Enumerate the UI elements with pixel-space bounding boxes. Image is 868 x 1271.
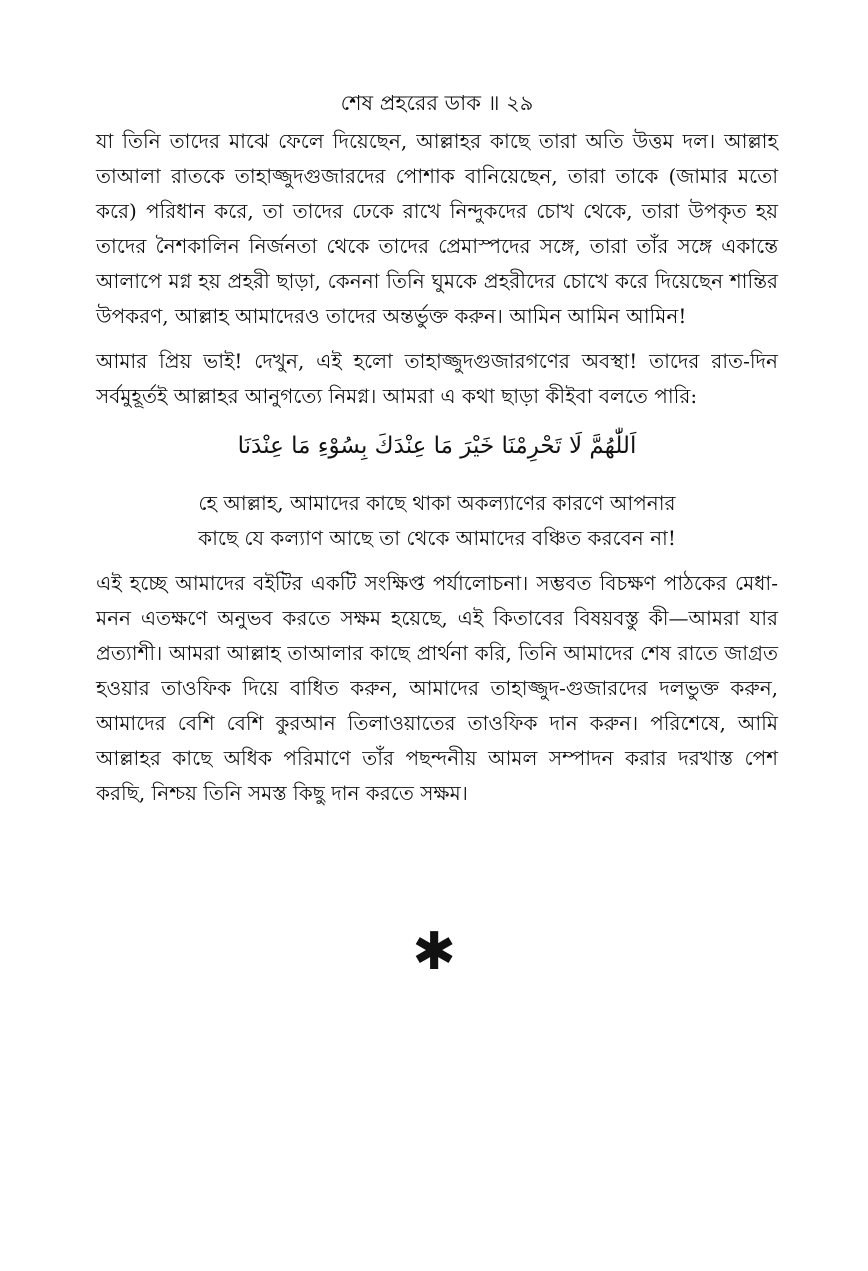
paragraph-2: আমার প্রিয় ভাই! দেখুন, এই হলো তাহাজ্জুদগুজারগণের অবস্থা! তাদের রাত-দিন সর্বমুহূর্তই আল্লাহর আনুগত্যে নিমগ্ন। আমরা এ কথা ছাড়া কীইবা বলতে পারি: bbox=[96, 349, 778, 408]
asterisk-ornament-icon: ✱ bbox=[412, 922, 456, 982]
dua-translation bbox=[96, 486, 778, 556]
paragraph-3: এই হচ্ছে আমাদের বইটির একটি সংক্ষিপ্ত পর্যালোচনা। সম্ভবত বিচক্ষণ পাঠকের মেধা-মনন এতক্ষণে অনুভব করতে সক্ষম হয়েছে, এই কিতাবের বিষয়বস্তু কী—আমরা যার প্রত্যাশী। আমরা আল্লাহ তাআলার কাছে প্রার্থনা করি, তিনি আমাদের শেষ রাতে জাগ্রত হওয়ার তাওফিক দিয়ে বাধিত করুন, আমাদের তাহাজ্জুদ-গুজারদের দলভুক্ত করুন, আমাদের বেশি বেশি কুরআন তিলাওয়াতের তাওফিক দান করুন। পরিশেষে, আমি আল্লাহর কাছে অধিক পরিমাণে তাঁর পছন্দনীয় আমল সম্পাদন করার দরখাস্ত পেশ করছি, নিশ্চয় তিনি সমস্ত কিছু দান করতে সক্ষম। bbox=[96, 571, 778, 805]
book-page bbox=[96, 88, 778, 821]
translation-line-2: কাছে যে কল্যাণ আছে তা থেকে আমাদের বঞ্চিত করবেন না! bbox=[198, 526, 676, 550]
paragraph-1: যা তিনি তাদের মাঝে ফেলে দিয়েছেন, আল্লাহর কাছে তারা অতি উত্তম দল। আল্লাহ তাআলা রাতকে তাহাজ্জুদগুজারদের পোশাক বানিয়েছেন, তারা তাকে (জামার মতো করে) পরিধান করে, তা তাদের ঢেকে রাখে নিন্দুকদের চোখ থেকে, তারা উপকৃত হয় তাদের নৈশকালিন নির্জনতা থেকে তাদের প্রেমাস্পদের সঙ্গে, তারা তাঁর সঙ্গে একান্তে আলাপে মগ্ন হয় প্রহরী ছাড়া, কেননা তিনি ঘুমকে প্রহরীদের চোখে করে দিয়েছেন শান্তির উপকরণ, আল্লাহ আমাদেরও তাদের অন্তর্ভুক্ত করুন। আমিন আমিন আমিন! bbox=[96, 129, 778, 328]
running-header: শেষ প্রহরের ডাক ॥ ২৯ bbox=[340, 91, 534, 115]
arabic-dua: اَللّٰهُمَّ لَا تَحْرِمْنَا خَيْرَ مَا عِنْدَكَ بِسُوْءِ مَا عِنْدَنَا bbox=[237, 433, 637, 459]
translation-line-1: হে আল্লাহ, আমাদের কাছে থাকা অকল্যাণের কারণে আপনার bbox=[198, 491, 676, 515]
